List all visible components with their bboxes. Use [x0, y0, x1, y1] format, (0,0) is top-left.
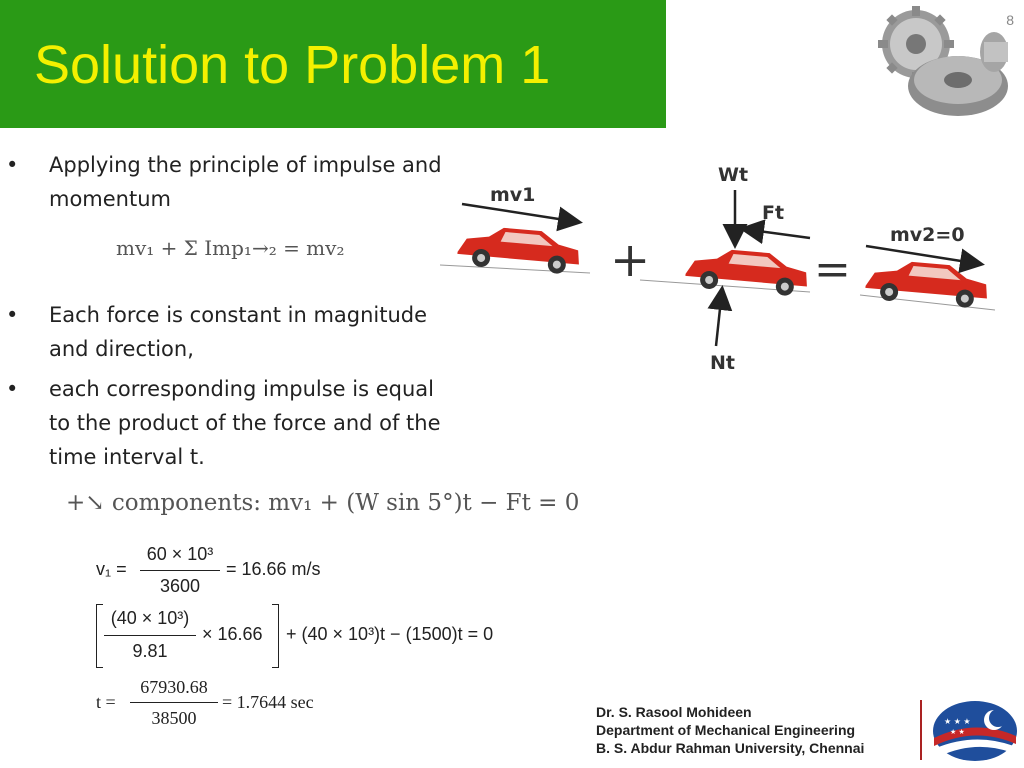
- line2-mult: × 16.66: [202, 624, 263, 644]
- line2-rest: + (40 × 10³)t − (1500)t = 0: [286, 624, 494, 644]
- mv2-arrow: [866, 246, 980, 264]
- car-2-icon: [684, 246, 809, 297]
- right-bracket: [272, 604, 279, 668]
- t-numerator: 67930.68: [140, 677, 208, 697]
- v1-fraction-bar: [140, 570, 220, 571]
- components-equation: +↘ components: mv₁ + (W sin 5°)t − Ft = 0: [66, 490, 580, 516]
- nt-label: Nt: [710, 352, 735, 374]
- car-3-icon: [864, 258, 989, 309]
- plus-sign: +: [610, 232, 651, 288]
- bullet-text: each corresponding impulse is equal to the product of the force and of the time interval t.: [49, 377, 441, 469]
- car-1-icon: [456, 224, 581, 275]
- left-bracket: [96, 604, 103, 668]
- title-bar: [0, 0, 666, 128]
- equals-sign: =: [814, 244, 851, 295]
- page-number: 8: [1006, 12, 1014, 28]
- line2-numerator: (40 × 10³): [110, 608, 190, 628]
- mv1-arrow: [462, 204, 578, 222]
- department-name: Department of Mechanical Engineering: [596, 722, 856, 738]
- bullet-marker: •: [6, 377, 19, 401]
- mv1-label: mv1: [490, 184, 536, 206]
- line2-denominator: 9.81: [132, 641, 168, 661]
- svg-text:★ ★: ★ ★: [950, 728, 965, 736]
- t-denominator: 38500: [151, 708, 197, 728]
- footer-divider: [920, 700, 922, 760]
- bullet-text: Each force is constant in magnitude and direction,: [49, 303, 428, 361]
- bullet-marker: •: [6, 153, 19, 177]
- bullet-text: Applying the principle of impulse and momentum: [49, 153, 442, 211]
- t-rhs: = 1.7644 sec: [222, 692, 314, 712]
- ft-label: Ft: [762, 202, 785, 224]
- t-lhs: t =: [96, 692, 116, 712]
- university-logo-icon: [930, 698, 1020, 764]
- nt-arrow: [716, 290, 722, 346]
- author-name: Dr. S. Rasool Mohideen: [596, 704, 752, 720]
- v1-rhs: = 16.66 m/s: [226, 559, 321, 579]
- svg-text:★ ★ ★: ★ ★ ★: [944, 717, 971, 726]
- impulse-momentum-equation: mv₁ + Σ Imp₁→₂ = mv₂: [116, 236, 345, 260]
- bullet-marker: •: [6, 303, 19, 327]
- v1-denominator: 3600: [159, 576, 201, 596]
- mv2-label: mv2=0: [890, 224, 965, 246]
- ft-arrow: [744, 229, 810, 238]
- slide-title: Solution to Problem 1: [34, 35, 551, 95]
- v1-lhs: v₁ =: [96, 559, 127, 579]
- t-fraction-bar: [130, 702, 218, 703]
- footer-credits: [596, 703, 864, 757]
- wt-label: Wt: [718, 164, 749, 186]
- line2-fraction-bar: [104, 635, 196, 636]
- v1-numerator: 60 × 10³: [146, 544, 214, 564]
- gears-illustration: [876, 2, 1014, 130]
- university-name: B. S. Abdur Rahman University, Chennai: [596, 740, 865, 756]
